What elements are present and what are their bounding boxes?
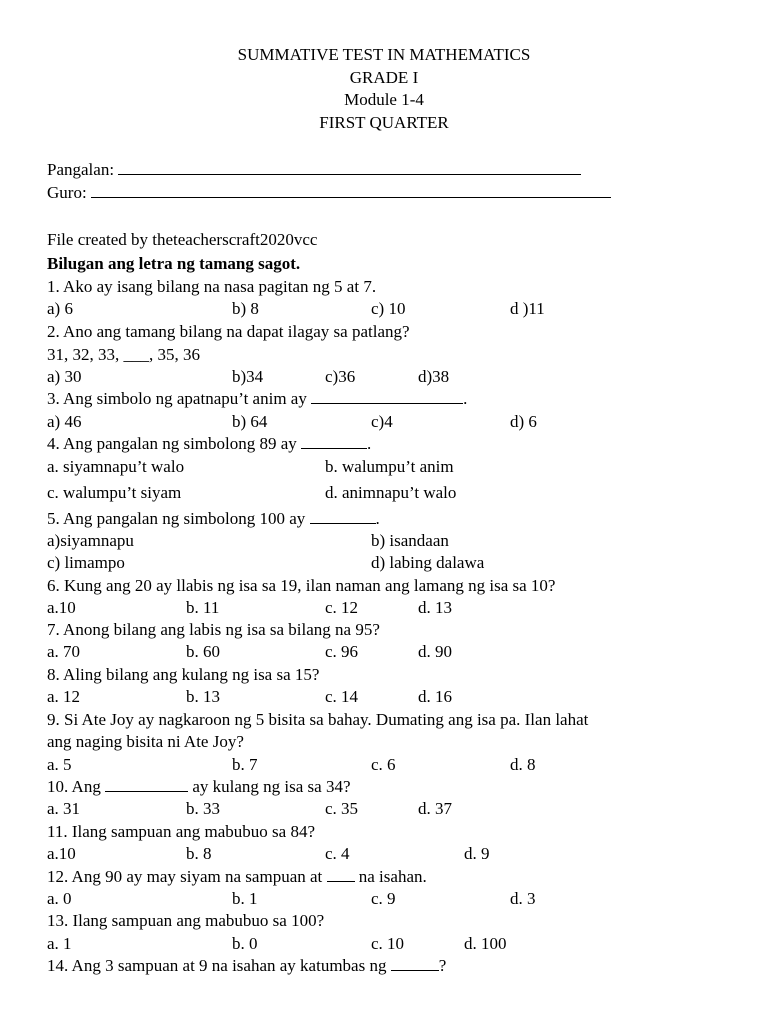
- question-1: 1. Ako ay isang bilang na nasa pagitan ng 5 at 7.: [47, 277, 377, 296]
- q7-option-c[interactable]: c. 96: [325, 642, 359, 661]
- question-13: 13. Ilang sampuan ang mabubuo sa 100?: [47, 911, 325, 930]
- q9-option-d[interactable]: d. 8: [510, 755, 536, 774]
- q10-option-a[interactable]: a. 31: [47, 799, 81, 818]
- q13-option-d[interactable]: d. 100: [464, 934, 507, 953]
- q4-option-a[interactable]: a. siyamnapu’t walo: [47, 457, 185, 476]
- q2-option-d[interactable]: d)38: [418, 367, 450, 386]
- q5-option-d[interactable]: d) labing dalawa: [371, 553, 485, 572]
- q2-option-b[interactable]: b)34: [232, 367, 264, 386]
- q4-option-b[interactable]: b. walumpu’t anim: [325, 457, 454, 476]
- q3-option-a[interactable]: a) 46: [47, 412, 82, 431]
- credit-line: File created by theteacherscraft2020vcc: [47, 230, 318, 249]
- question-12: [47, 867, 427, 887]
- q7-option-b[interactable]: b. 60: [186, 642, 220, 661]
- q14-blank: [391, 957, 439, 971]
- name-field: [47, 160, 581, 180]
- question-4: [47, 434, 371, 454]
- teacher-field: [47, 183, 611, 203]
- q4-option-d[interactable]: d. animnapu’t walo: [325, 483, 457, 502]
- document-header: [0, 44, 768, 134]
- q3-option-b[interactable]: b) 64: [232, 412, 268, 431]
- q3-option-d[interactable]: d) 6: [510, 412, 537, 431]
- q5-option-a[interactable]: a)siyamnapu: [47, 531, 134, 550]
- q14-stem-end: ?: [438, 956, 447, 975]
- header-grade: GRADE I: [349, 67, 419, 87]
- teacher-label: Guro:: [47, 183, 87, 202]
- q11-option-d[interactable]: d. 9: [464, 844, 490, 863]
- q6-option-d[interactable]: d. 13: [418, 598, 452, 617]
- name-label: Pangalan:: [47, 160, 115, 179]
- q13-option-a[interactable]: a. 1: [47, 934, 72, 953]
- q3-stem: 3. Ang simbolo ng apatnapu’t anim ay: [47, 389, 307, 408]
- q12-option-a[interactable]: a. 0: [47, 889, 72, 908]
- question-9-cont: ang naging bisita ni Ate Joy?: [47, 732, 244, 751]
- q1-option-d[interactable]: d )11: [510, 299, 545, 318]
- question-9: 9. Si Ate Joy ay nagkaroon ng 5 bisita sa bahay. Dumating ang isa pa. Ilan lahat: [47, 710, 589, 729]
- q13-option-c[interactable]: c. 10: [371, 934, 405, 953]
- instruction: Bilugan ang letra ng tamang sagot.: [47, 254, 301, 273]
- q10-option-c[interactable]: c. 35: [325, 799, 359, 818]
- header-module: Module 1-4: [344, 90, 424, 109]
- q5-stem-end: .: [375, 509, 380, 528]
- q6-option-b[interactable]: b. 11: [186, 598, 220, 617]
- question-10: [47, 777, 351, 797]
- question-14: [47, 956, 446, 976]
- q5-stem: 5. Ang pangalan ng simbolong 100 ay: [47, 509, 306, 528]
- q7-option-d[interactable]: d. 90: [418, 642, 452, 661]
- q9-option-c[interactable]: c. 6: [371, 755, 396, 774]
- q8-option-d[interactable]: d. 16: [418, 687, 452, 706]
- q10-option-b[interactable]: b. 33: [186, 799, 220, 818]
- q10-stem-end: ay kulang ng isa sa 34?: [192, 777, 351, 796]
- header-title: SUMMATIVE TEST IN MATHEMATICS: [237, 45, 531, 64]
- q10-blank: [105, 778, 188, 792]
- q13-option-b[interactable]: b. 0: [232, 934, 258, 953]
- question-3: [47, 389, 467, 409]
- q4-option-c[interactable]: c. walumpu’t siyam: [47, 483, 182, 502]
- q3-option-c[interactable]: c)4: [371, 412, 393, 431]
- q9-option-b[interactable]: b. 7: [232, 755, 258, 774]
- q11-option-b[interactable]: b. 8: [186, 844, 212, 863]
- question-6: 6. Kung ang 20 ay llabis ng isa sa 19, ilan naman ang lamang ng isa sa 10?: [47, 576, 556, 595]
- q1-option-b[interactable]: b) 8: [232, 299, 259, 318]
- q14-stem: 14. Ang 3 sampuan at 9 na isahan ay katumbas ng: [47, 956, 387, 975]
- q8-option-b[interactable]: b. 13: [186, 687, 220, 706]
- q4-stem: 4. Ang pangalan ng simbolong 89 ay: [47, 434, 297, 453]
- q4-stem-end: .: [367, 434, 372, 453]
- q2-option-c[interactable]: c)36: [325, 367, 356, 386]
- q10-option-d[interactable]: d. 37: [418, 799, 452, 818]
- question-11: 11. Ilang sampuan ang mabubuo sa 84?: [47, 822, 315, 841]
- q3-blank: [311, 390, 463, 404]
- q12-option-d[interactable]: d. 3: [510, 889, 536, 908]
- q12-option-c[interactable]: c. 9: [371, 889, 396, 908]
- q2-option-a[interactable]: a) 30: [47, 367, 82, 386]
- question-2: 2. Ano ang tamang bilang na dapat ilagay sa patlang?: [47, 322, 410, 341]
- q10-stem: 10. Ang: [47, 777, 101, 796]
- question-8: 8. Aling bilang ang kulang ng isa sa 15?: [47, 665, 320, 684]
- q6-option-c[interactable]: c. 12: [325, 598, 359, 617]
- q7-option-a[interactable]: a. 70: [47, 642, 81, 661]
- teacher-blank[interactable]: [91, 184, 611, 198]
- q5-blank: [310, 510, 376, 524]
- q3-stem-end: .: [463, 389, 468, 408]
- q12-blank: [327, 868, 355, 882]
- q12-stem: 12. Ang 90 ay may siyam na sampuan at: [47, 867, 323, 886]
- question-7: 7. Anong bilang ang labis ng isa sa bilang na 95?: [47, 620, 380, 639]
- question-2-sequence: 31, 32, 33, ___, 35, 36: [47, 345, 200, 364]
- question-5: [47, 509, 380, 529]
- name-blank[interactable]: [118, 161, 581, 175]
- q1-option-a[interactable]: a) 6: [47, 299, 73, 318]
- q5-option-b[interactable]: b) isandaan: [371, 531, 449, 550]
- q1-option-c[interactable]: c) 10: [371, 299, 406, 318]
- q8-option-a[interactable]: a. 12: [47, 687, 81, 706]
- q6-option-a[interactable]: a.10: [47, 598, 76, 617]
- q11-option-c[interactable]: c. 4: [325, 844, 350, 863]
- q12-option-b[interactable]: b. 1: [232, 889, 258, 908]
- q5-option-c[interactable]: c) limampo: [47, 553, 125, 572]
- q11-option-a[interactable]: a.10: [47, 844, 76, 863]
- q12-stem-end: na isahan.: [358, 867, 427, 886]
- q9-option-a[interactable]: a. 5: [47, 755, 72, 774]
- q8-option-c[interactable]: c. 14: [325, 687, 359, 706]
- q4-blank: [301, 435, 367, 449]
- header-quarter: FIRST QUARTER: [319, 112, 449, 132]
